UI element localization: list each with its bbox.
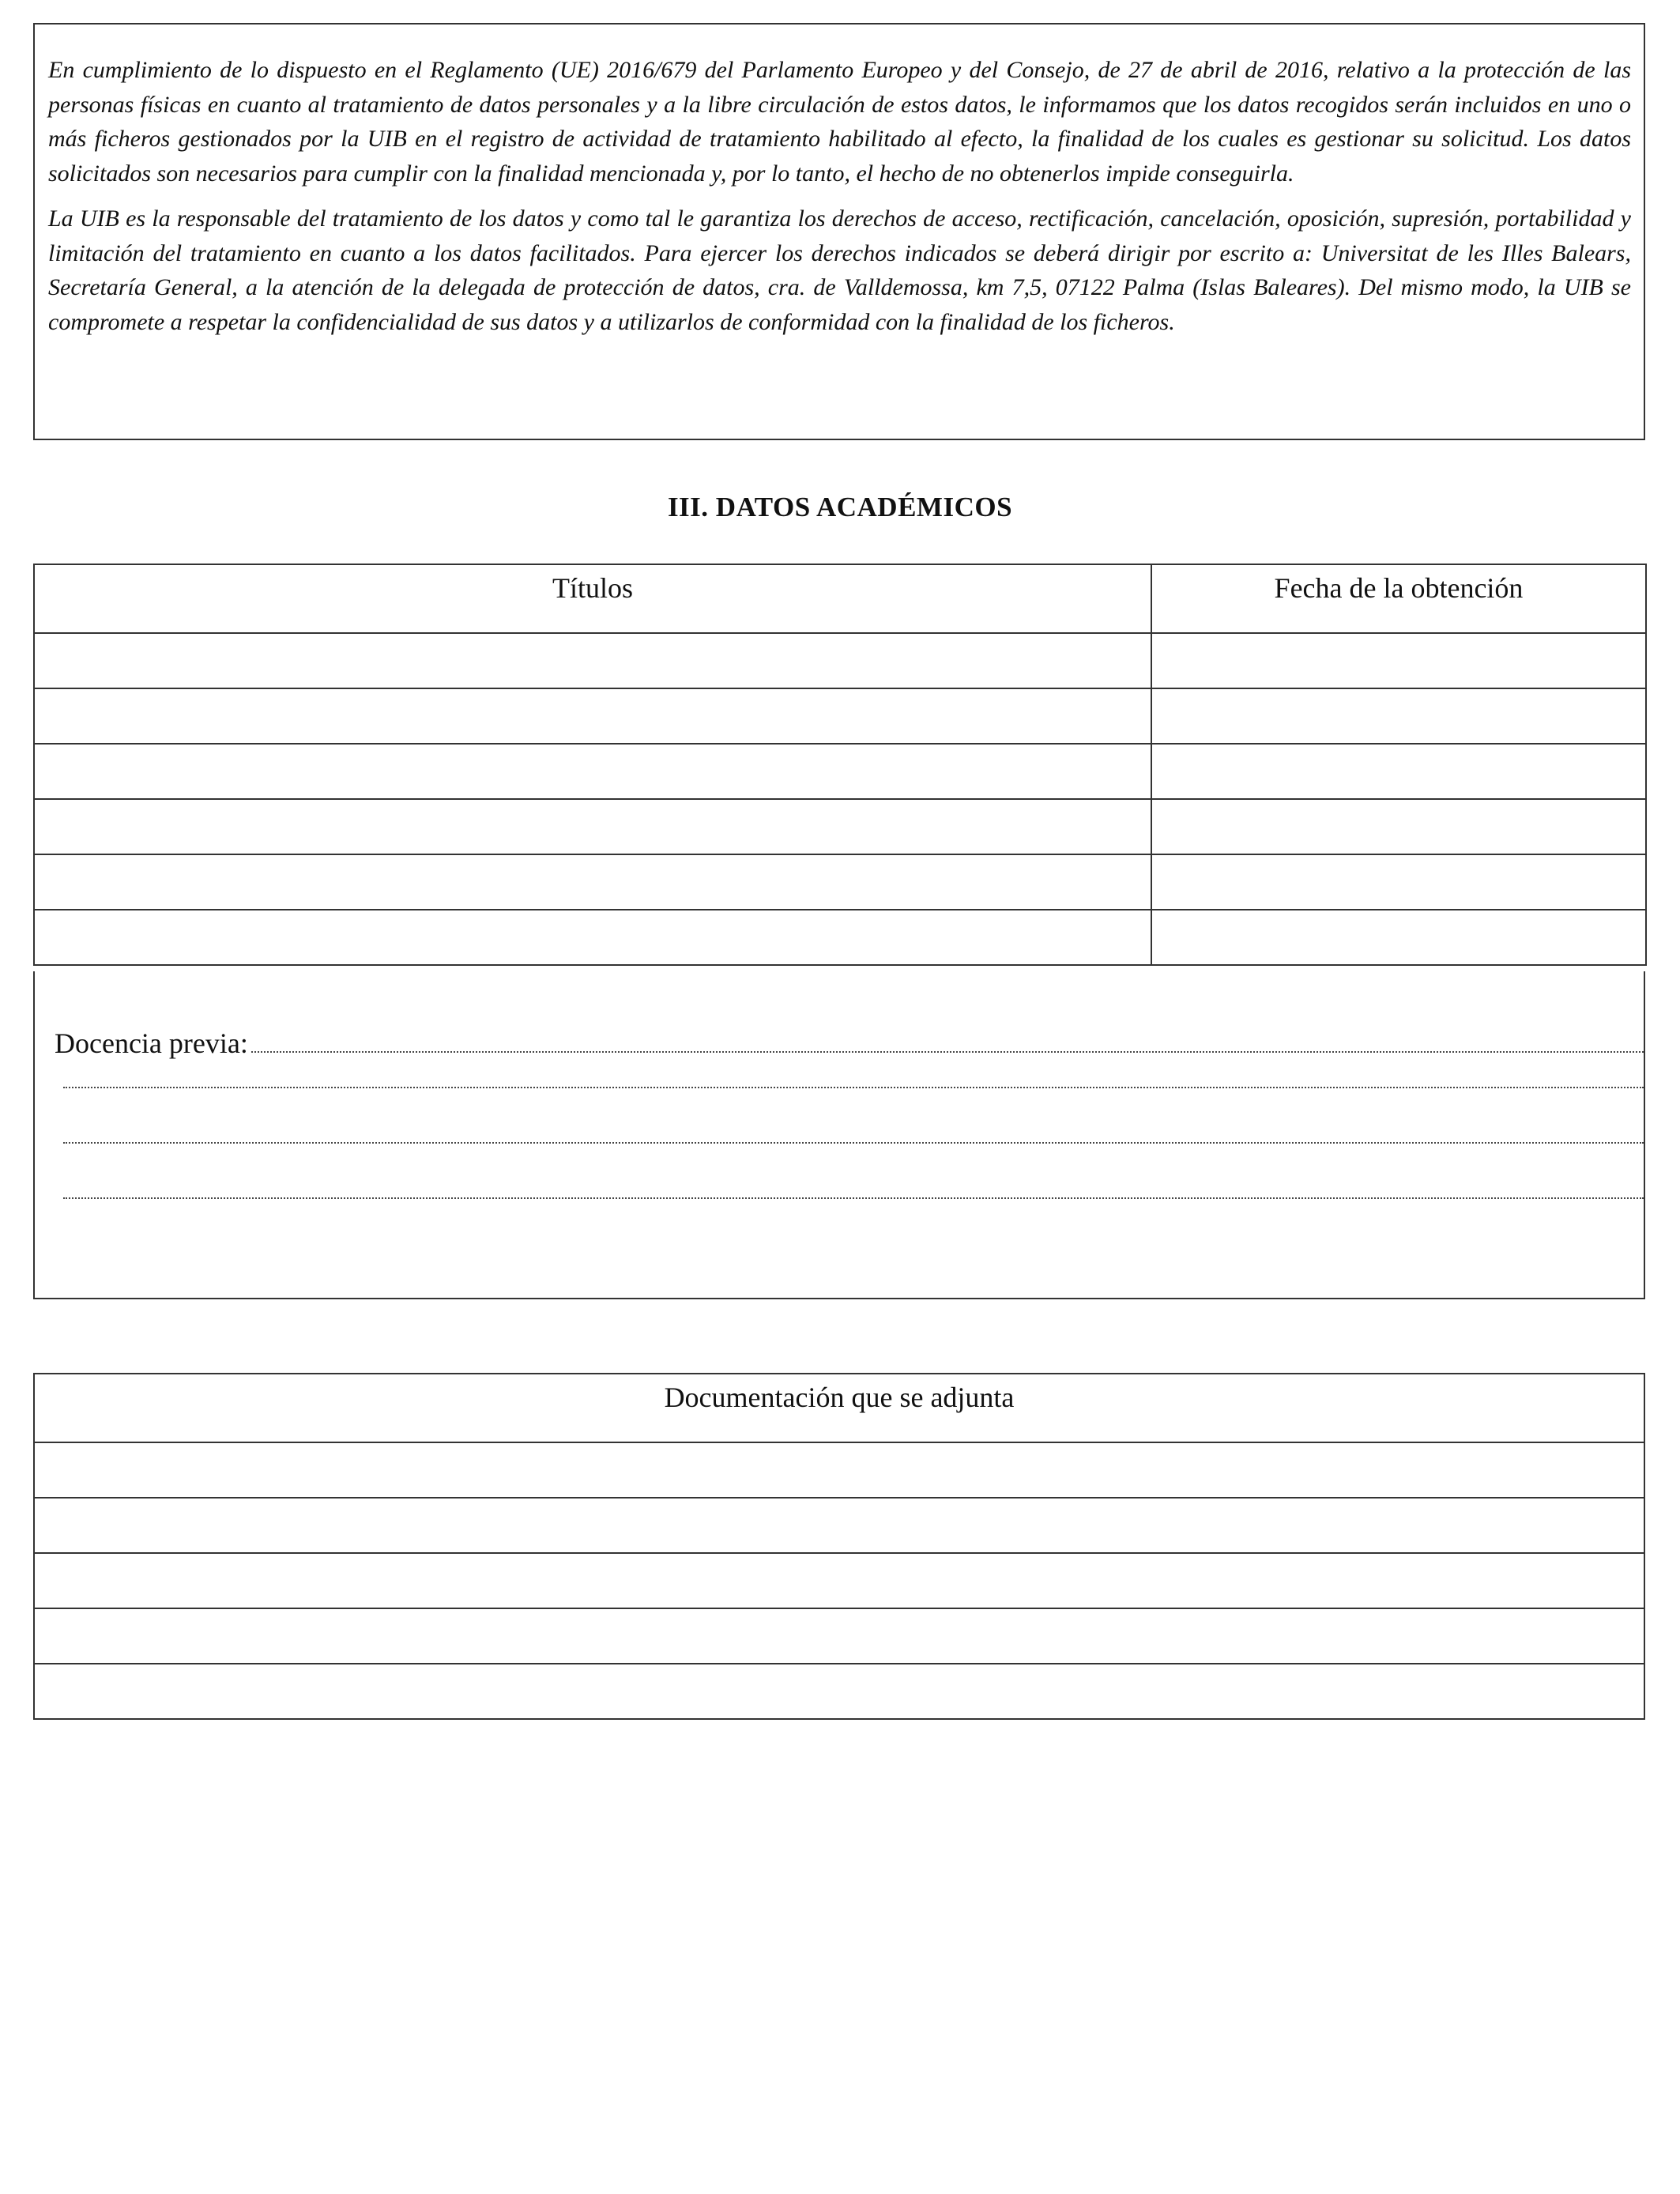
title-cell[interactable] [34,688,1151,744]
date-column-header: Fecha de la obtención [1151,564,1646,633]
table-row [34,1664,1644,1719]
title-cell[interactable] [34,854,1151,910]
documentation-cell[interactable] [34,1608,1644,1664]
title-cell[interactable] [34,910,1151,965]
documentation-cell[interactable] [34,1498,1644,1553]
privacy-notice-paragraph-2: La UIB es la responsable del tratamiento de los datos y como tal le garantiza los derechos de acceso, rectificación, cancelación, oposición, supresión, portabilidad y limitación del tratamiento en cuanto a los datos facilitados. Para ejercer los derechos indicados se deberá dirigir por escrito a: Universitat de les Illes Balears, Secretaría General, a la atención de la delegada de protección de datos, cra. de Valldemossa, km 7,5, 07122 Palma (Islas Baleares). Del mismo modo, la UIB se compromete a respetar la confidencialidad de sus datos y a utilizarlos de conformidad con la finalidad de los ficheros. [48,205,1631,335]
docencia-previa-label: Docencia previa: [55,1027,248,1059]
date-cell[interactable] [1151,910,1646,965]
docencia-previa-field[interactable] [63,1066,1644,1088]
date-cell[interactable] [1151,799,1646,854]
table-row [34,633,1646,688]
table-row [34,910,1646,965]
date-cell[interactable] [1151,744,1646,799]
documentation-column-header: Documentación que se adjunta [34,1374,1644,1442]
table-row [34,1498,1644,1553]
docencia-previa-field[interactable] [63,1177,1644,1199]
documentation-cell[interactable] [34,1442,1644,1498]
privacy-notice-paragraph-1: En cumplimiento de lo dispuesto en el Reglamento (UE) 2016/679 del Parlamento Europeo y del Consejo, de 27 de abril de 2016, relativo a la protección de las personas físicas en cuanto al tratamiento de datos personales y a la libre circulación de estos datos, le informamos que los datos recogidos serán incluidos en uno o más ficheros gestionados por la UIB en el registro de actividad de tratamiento habilitado al efecto, la finalidad de los cuales es gestionar su solicitud. Los datos solicitados son necesarios para cumplir con la finalidad mencionada y, por lo tanto, el hecho de no obtenerlos impide conseguirla. [48,57,1631,187]
docencia-previa-field[interactable] [251,1031,1644,1053]
table-row [34,744,1646,799]
docencia-previa-box [33,971,1645,1299]
docencia-previa-field[interactable] [63,1122,1644,1144]
title-cell[interactable] [34,799,1151,854]
table-row [34,1608,1644,1664]
documentation-table [33,1373,1645,1720]
documentation-cell[interactable] [34,1553,1644,1608]
documentation-table-header-row [34,1374,1644,1442]
titles-table-header-row [34,564,1646,633]
titles-column-header: Títulos [34,564,1151,633]
title-cell[interactable] [34,633,1151,688]
docencia-previa-line[interactable] [60,1177,1644,1199]
date-cell[interactable] [1151,633,1646,688]
date-cell[interactable] [1151,854,1646,910]
table-row [34,688,1646,744]
table-row [34,799,1646,854]
docencia-previa-line[interactable] [60,1122,1644,1144]
documentation-cell[interactable] [34,1664,1644,1719]
docencia-previa-line[interactable] [55,1027,1644,1060]
table-row [34,1553,1644,1608]
date-cell[interactable] [1151,688,1646,744]
docencia-previa-line[interactable] [60,1066,1644,1088]
privacy-notice-box [33,23,1645,440]
table-row [34,1442,1644,1498]
section-title: III. DATOS ACADÉMICOS [667,492,1013,522]
table-row [34,854,1646,910]
title-cell[interactable] [34,744,1151,799]
titles-table [33,564,1647,966]
